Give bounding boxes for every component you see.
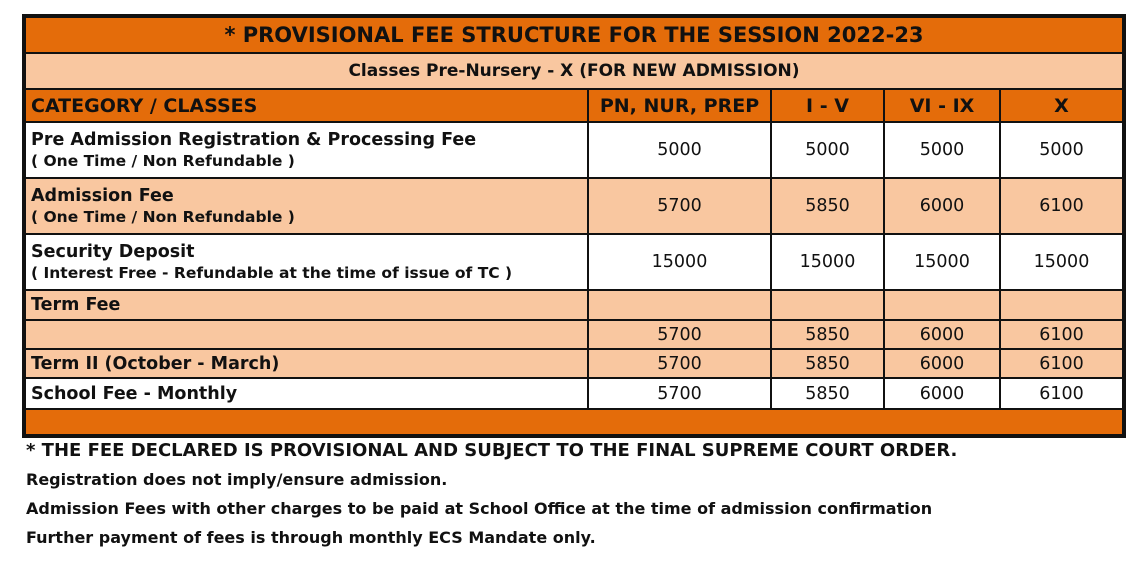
table-cell: 5700 <box>588 178 771 234</box>
table-cell <box>884 290 1000 320</box>
table-row-label: School Fee - Monthly <box>25 378 588 409</box>
table-row-label: Term II (October - March) <box>25 349 588 378</box>
fee-structure-table <box>22 14 1126 438</box>
table-cell: 6100 <box>1000 349 1123 378</box>
table-cell: 5000 <box>1000 122 1123 178</box>
column-header-category: CATEGORY / CLASSES <box>25 89 588 122</box>
column-header-x: X <box>1000 89 1123 122</box>
column-header-vi-ix: VI - IX <box>884 89 1000 122</box>
table-row-label: Term Fee <box>25 290 588 320</box>
row-label-main: Security Deposit <box>31 242 195 262</box>
table-footer-band <box>25 409 1123 435</box>
row-label-sub: ( One Time / Non Refundable ) <box>31 208 295 226</box>
note-item: Admission Fees with other charges to be paid at School Office at the time of admission confirmation <box>26 499 933 518</box>
table-cell: 6000 <box>884 178 1000 234</box>
table-cell: 15000 <box>884 234 1000 290</box>
note-item: Registration does not imply/ensure admission. <box>26 470 448 489</box>
table-subtitle: Classes Pre-Nursery - X (FOR NEW ADMISSION) <box>25 53 1123 89</box>
table-row-label <box>25 122 588 178</box>
table-cell <box>1000 290 1123 320</box>
table-cell: 6000 <box>884 349 1000 378</box>
row-label-sub: ( Interest Free - Refundable at the time of issue of TC ) <box>31 264 513 282</box>
table-row-label <box>25 178 588 234</box>
table-cell: 5000 <box>884 122 1000 178</box>
table-cell: 6000 <box>884 320 1000 349</box>
table-cell: 5000 <box>588 122 771 178</box>
row-label-sub: ( One Time / Non Refundable ) <box>31 152 295 170</box>
table-cell: 6100 <box>1000 320 1123 349</box>
table-cell: 15000 <box>588 234 771 290</box>
table-cell <box>771 290 884 320</box>
table-cell: 5700 <box>588 378 771 409</box>
table-grid <box>22 14 1126 438</box>
table-row-label <box>25 320 588 349</box>
table-cell: 15000 <box>1000 234 1123 290</box>
table-cell: 5850 <box>771 349 884 378</box>
note-item: Further payment of fees is through monthly ECS Mandate only. <box>26 528 596 547</box>
table-cell: 5000 <box>771 122 884 178</box>
row-label-main: Pre Admission Registration & Processing Fee <box>31 130 477 150</box>
table-cell: 5850 <box>771 378 884 409</box>
table-row-label <box>25 234 588 290</box>
row-label-main: Admission Fee <box>31 186 174 206</box>
column-header-pn-nur-prep: PN, NUR, PREP <box>588 89 771 122</box>
table-cell: 6100 <box>1000 378 1123 409</box>
table-cell: 5700 <box>588 349 771 378</box>
column-header-i-v: I - V <box>771 89 884 122</box>
provisional-note: * THE FEE DECLARED IS PROVISIONAL AND SUBJECT TO THE FINAL SUPREME COURT ORDER. <box>26 440 958 461</box>
table-cell: 5850 <box>771 320 884 349</box>
table-cell: 5850 <box>771 178 884 234</box>
table-cell: 15000 <box>771 234 884 290</box>
table-cell <box>588 290 771 320</box>
table-title: * PROVISIONAL FEE STRUCTURE FOR THE SESSION 2022-23 <box>25 17 1123 53</box>
table-cell: 6000 <box>884 378 1000 409</box>
table-cell: 5700 <box>588 320 771 349</box>
table-cell: 6100 <box>1000 178 1123 234</box>
